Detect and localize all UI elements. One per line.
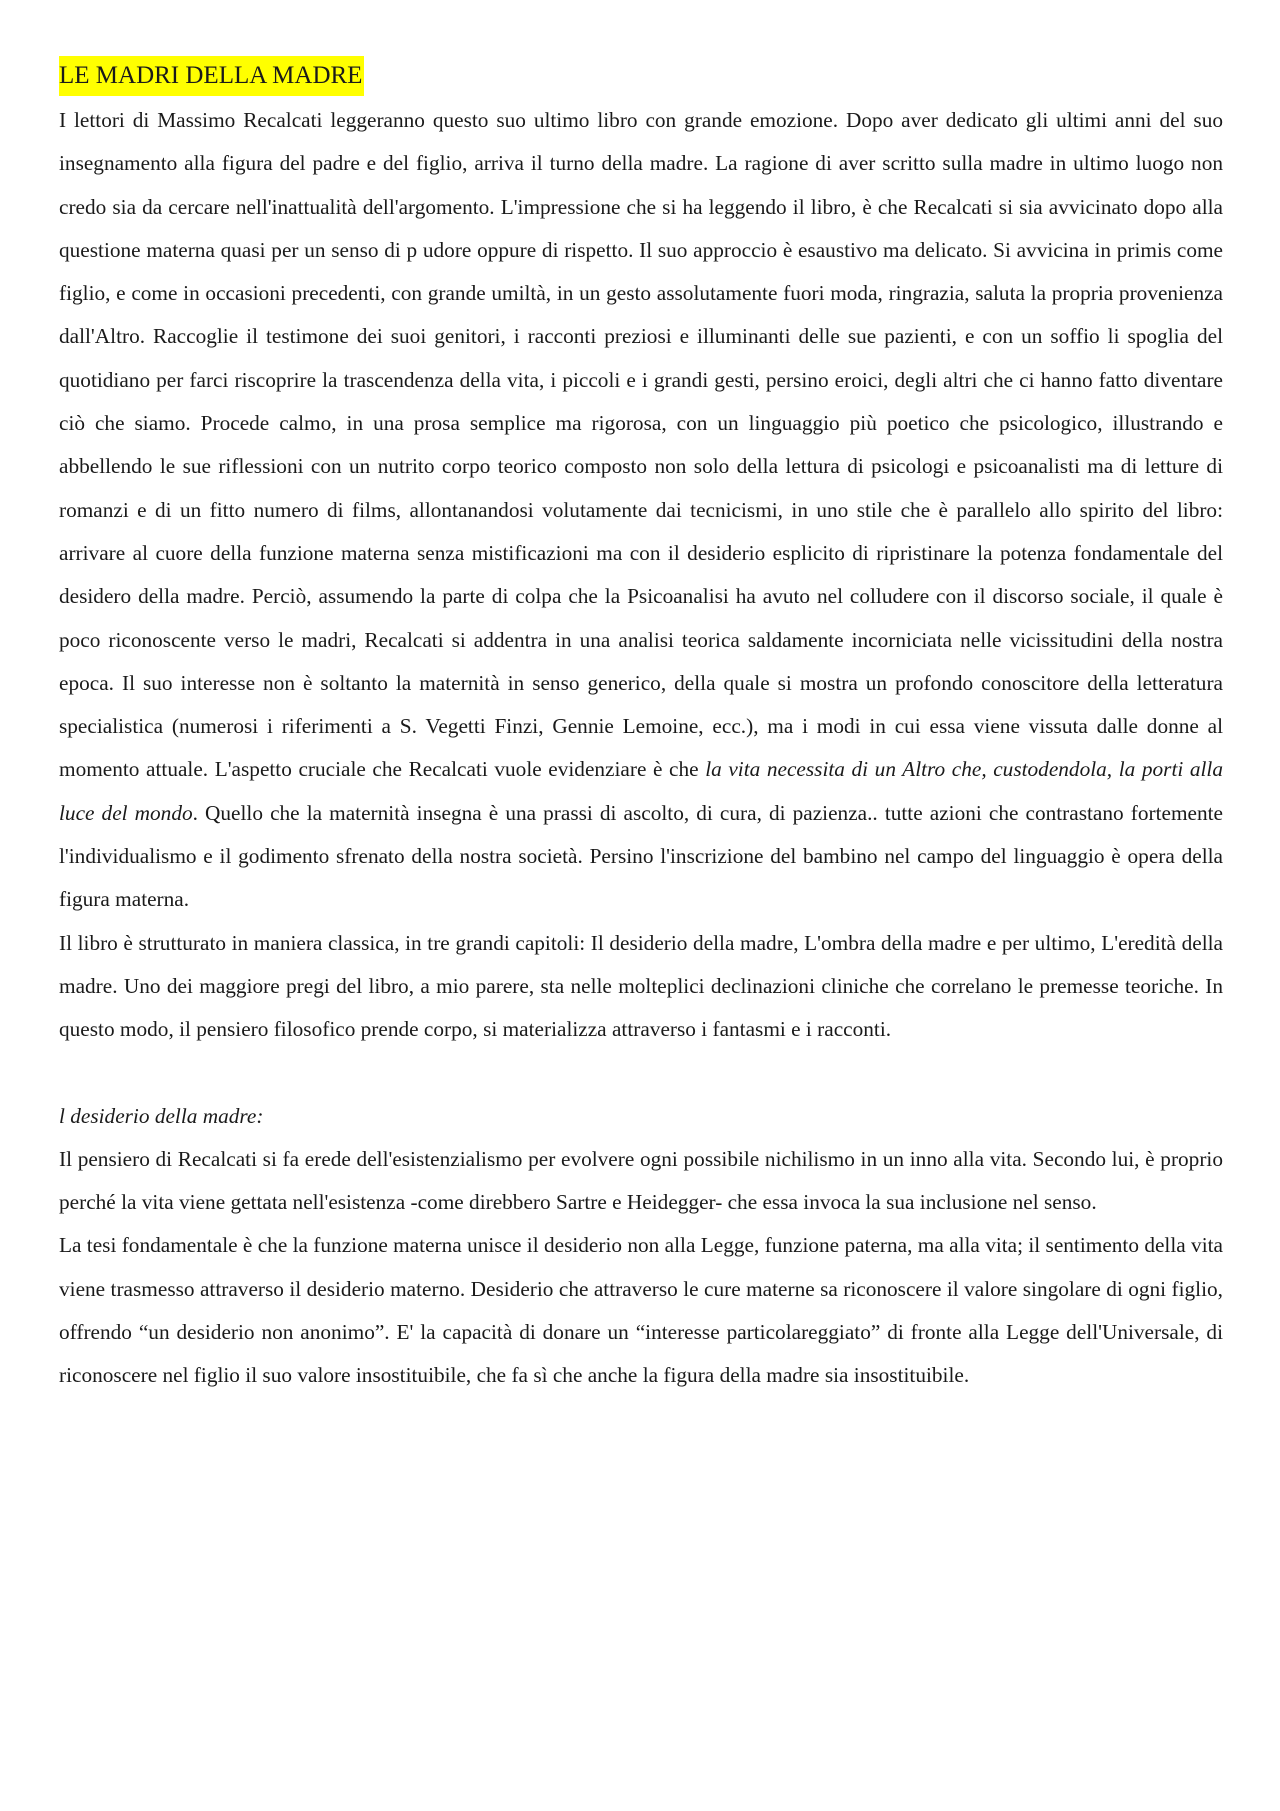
section-heading: l desiderio della madre: bbox=[59, 1103, 264, 1128]
document-title: LE MADRI DELLA MADRE bbox=[59, 56, 364, 96]
structure-paragraph: Il libro è strutturato in maniera classica, in tre grandi capitoli: Il desiderio della madre, L'ombra della madre e per ultimo, L'eredità della madre. Uno dei maggiore pregi del libro, a mio parere, sta nelle molteplici declinazioni cliniche che correlano le premesse teoriche. In questo modo, il pensiero filosofico prende corpo, si materializza attraverso i fantasmi e i racconti. bbox=[59, 930, 1223, 1042]
title-row bbox=[59, 56, 1223, 96]
section-paragraph-2: La tesi fondamentale è che la funzione materna unisce il desiderio non alla Legge, funzione paterna, ma alla vita; il sentimento della vita viene trasmesso attraverso il desiderio materno. Desiderio che attraverso le cure materne sa riconoscere il valore singolare di ogni figlio, offrendo “un desiderio non anonimo”. E' la capacità di donare un “interesse particolareggiato” di fronte alla Legge dell'Universale, di riconoscere nel figlio il suo valore insostituibile, che fa sì che anche la figura della madre sia insostituibile. bbox=[59, 1233, 1223, 1388]
intro-italic-quote: la vita necessita di un Altro che, custodendola, la porti alla luce del mondo bbox=[59, 757, 1223, 825]
document-page bbox=[59, 56, 1223, 1398]
intro-paragraph bbox=[59, 99, 1223, 922]
intro-text-part2: . Quello che la maternità insegna è una prassi di ascolto, di cura, di pazienza.. tutte azioni che contrastano fortemente l'individualismo e il godimento sfrenato della nostra società. Persino l'inscrizione del bambino nel campo del linguaggio è opera della figura materna. bbox=[59, 800, 1223, 912]
paragraph-spacer bbox=[59, 1052, 1223, 1095]
intro-text-part1: I lettori di Massimo Recalcati leggeranno questo suo ultimo libro con grande emozione. Dopo aver dedicato gli ultimi anni del suo insegnamento alla figura del padre e del figlio, arriva il turno della madre. La ragione di aver scritto sulla madre in ultimo luogo non credo sia da cercare nell'inattualità dell'argomento. L'impressione che si ha leggendo il libro, è che Recalcati si sia avvicinato dopo alla questione materna quasi per un senso di p udore oppure di rispetto. Il suo approccio è esaustivo ma delicato. Si avvicina in primis come figlio, e come in occasioni precedenti, con grande umiltà, in un gesto assolutamente fuori moda, ringrazia, saluta la propria provenienza dall'Altro. Raccoglie il testimone dei suoi genitori, i racconti preziosi e illuminanti delle sue pazienti, e con un soffio li spoglia del quotidiano per farci riscoprire la trascendenza della vita, i piccoli e i grandi gesti, persino eroici, degli altri che ci hanno fatto diventare ciò che siamo. Procede calmo, in una prosa semplice ma rigorosa, con un linguaggio più poetico che psicologico, illustrando e abbellendo le sue riflessioni con un nutrito corpo teorico composto non solo della lettura di psicologi e psicoanalisti ma di letture di romanzi e di un fitto numero di films, allontanandosi volutamente dai tecnicismi, in uno stile che è parallelo allo spirito del libro: arrivare al cuore della funzione materna senza mistificazioni ma con il desiderio esplicito di ripristinare la potenza fondamentale del desidero della madre. Perciò, assumendo la parte di colpa che la Psicoanalisi ha avuto nel colludere con il discorso sociale, il quale è poco riconoscente verso le madri, Recalcati si addentra in una analisi teorica saldamente incorniciata nelle vicissitudini della nostra epoca. Il suo interesse non è soltanto la maternità in senso generico, della quale si mostra un profondo conoscitore della letteratura specialistica (numerosi i riferimenti a S. Vegetti Finzi, Gennie Lemoine, ecc.), ma i modi in cui essa viene vissuta dalle donne al momento attuale. L'aspetto cruciale che Recalcati vuole evidenziare è che bbox=[59, 108, 1223, 782]
section-paragraph-1: Il pensiero di Recalcati si fa erede dell'esistenzialismo per evolvere ogni possibile nichilismo in un inno alla vita. Secondo lui, è proprio perché la vita viene gettata nell'esistenza -come direbbero Sartre e Heidegger- che essa invoca la sua inclusione nel senso. bbox=[59, 1146, 1223, 1215]
